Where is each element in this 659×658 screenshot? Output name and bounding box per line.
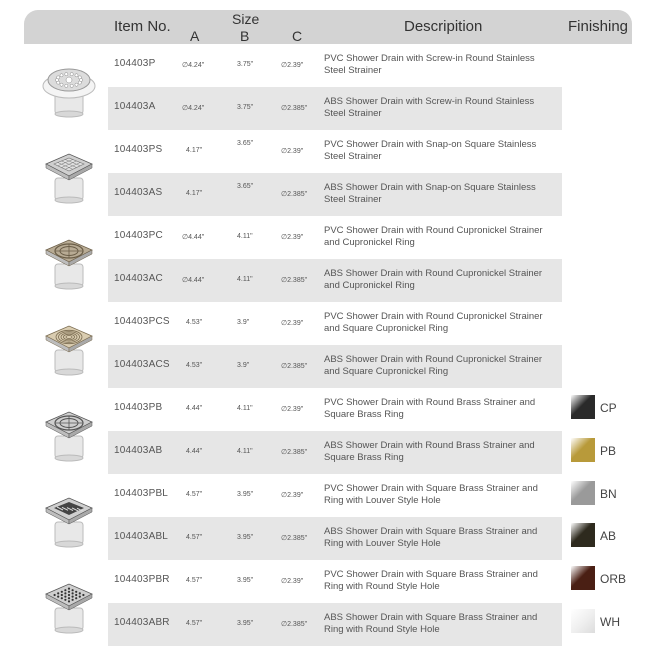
size-c: ∅2.39" — [281, 234, 304, 241]
table-row — [108, 474, 562, 517]
finish-option — [571, 395, 631, 421]
size-c: ∅2.385" — [281, 535, 308, 542]
brass-round-drain-icon — [38, 400, 100, 462]
item-number: 104403P — [114, 58, 156, 69]
size-a: ∅4.44" — [182, 234, 205, 241]
item-number: 104403PBR — [114, 574, 170, 585]
description — [324, 182, 560, 206]
item-number: 104403AC — [114, 273, 163, 284]
finish-option — [571, 481, 631, 507]
description — [324, 440, 560, 464]
item-number: 104403PB — [114, 402, 163, 413]
header-a: A — [190, 28, 200, 44]
table-row — [108, 173, 562, 216]
size-c: ∅2.39" — [281, 320, 304, 327]
size-a: 4.44" — [186, 405, 203, 412]
finish-option — [571, 609, 631, 635]
description-line: Steel Strainer — [324, 65, 382, 76]
description-line: ABS Shower Drain with Round Cupronickel Strainer — [324, 268, 543, 279]
description — [324, 311, 560, 335]
table-row — [108, 517, 562, 560]
description-line: PVC Shower Drain with Square Brass Strainer and — [324, 483, 538, 494]
finish-code: ORB — [600, 572, 627, 586]
size-a: ∅4.24" — [182, 105, 205, 112]
description-line: PVC Shower Drain with Snap-on Square Stainless — [324, 139, 537, 150]
description — [324, 397, 560, 421]
description-line: PVC Shower Drain with Screw-in Round Stainless — [324, 53, 535, 64]
description-line: ABS Shower Drain with Snap-on Square Stainless — [324, 182, 536, 193]
finish-option — [571, 523, 631, 549]
item-number: 104403PBL — [114, 488, 169, 499]
cupronickel-square-drain-icon — [38, 314, 100, 376]
cupronickel-round-drain-icon — [38, 228, 100, 290]
description-line: and Square Cupronickel Ring — [324, 323, 449, 334]
description-line: PVC Shower Drain with Round Brass Strainer and — [324, 397, 536, 408]
size-c: ∅2.39" — [281, 62, 304, 69]
description — [324, 526, 560, 550]
size-b: 3.75" — [237, 104, 254, 111]
description-line: and Cupronickel Ring — [324, 237, 415, 248]
description-line: and Square Cupronickel Ring — [324, 366, 449, 377]
description-line: ABS Shower Drain with Round Brass Strainer and — [324, 440, 535, 451]
description-line: Steel Strainer — [324, 194, 382, 205]
size-c: ∅2.39" — [281, 148, 304, 155]
description — [324, 612, 560, 636]
size-a: 4.57" — [186, 534, 203, 541]
finish-code: BN — [600, 487, 617, 501]
table-row — [108, 603, 562, 646]
finish-swatch-icon — [571, 523, 595, 547]
louver-square-drain-icon — [38, 486, 100, 548]
finish-option — [571, 438, 631, 464]
description-line: Steel Strainer — [324, 108, 382, 119]
table-row — [108, 259, 562, 302]
description-line: ABS Shower Drain with Square Brass Strainer and — [324, 612, 538, 623]
size-b: 3.65" — [237, 183, 254, 190]
size-b: 3.95" — [237, 534, 254, 541]
description-line: Square Brass Ring — [324, 409, 404, 420]
header-b: B — [240, 28, 250, 44]
description — [324, 354, 560, 378]
header-size: Size — [232, 11, 260, 27]
size-c: ∅2.385" — [281, 363, 308, 370]
finish-code: CP — [600, 401, 617, 415]
size-b: 3.65" — [237, 140, 254, 147]
item-number: 104403AB — [114, 445, 163, 456]
description — [324, 569, 560, 593]
description-line: PVC Shower Drain with Square Brass Strainer and — [324, 569, 538, 580]
description — [324, 225, 560, 249]
round-strainer-drain-icon — [38, 56, 100, 118]
description-line: ABS Shower Drain with Screw-in Round Stainless — [324, 96, 535, 107]
item-number: 104403ABL — [114, 531, 169, 542]
item-number: 104403AS — [114, 187, 163, 198]
header-finishing: Finishing — [568, 18, 629, 35]
description-line: Ring with Round Style Hole — [324, 624, 440, 635]
size-b: 3.9" — [237, 319, 250, 326]
finish-swatch-icon — [571, 481, 595, 505]
description — [324, 139, 560, 163]
table-row — [108, 44, 562, 87]
item-number: 104403PC — [114, 230, 163, 241]
description — [324, 268, 560, 292]
size-b: 4.11" — [237, 405, 253, 412]
size-c: ∅2.385" — [281, 105, 308, 112]
header-c: C — [292, 28, 303, 44]
size-b: 3.95" — [237, 620, 254, 627]
header-description: Descripition — [404, 18, 483, 35]
size-a: 4.53" — [186, 362, 203, 369]
square-strainer-drain-icon — [38, 142, 100, 204]
description-line: ABS Shower Drain with Square Brass Strainer and — [324, 526, 538, 537]
description-line: PVC Shower Drain with Round Cupronickel Strainer — [324, 225, 543, 236]
item-number: 104403ACS — [114, 359, 170, 370]
description — [324, 96, 560, 120]
size-a: 4.57" — [186, 491, 203, 498]
description — [324, 53, 560, 77]
table-row — [108, 345, 562, 388]
size-c: ∅2.39" — [281, 406, 304, 413]
size-b: 3.9" — [237, 362, 250, 369]
description-line: and Cupronickel Ring — [324, 280, 415, 291]
size-b: 3.95" — [237, 491, 254, 498]
finish-swatch-icon — [571, 566, 595, 590]
size-a: 4.57" — [186, 620, 203, 627]
size-a: ∅4.24" — [182, 62, 205, 69]
table-row — [108, 130, 562, 173]
table-row — [108, 431, 562, 474]
finish-code: WH — [600, 615, 620, 629]
description-line: Ring with Louver Style Hole — [324, 495, 441, 506]
item-number: 104403A — [114, 101, 156, 112]
size-a: ∅4.44" — [182, 277, 205, 284]
finish-option — [571, 566, 631, 592]
size-a: 4.17" — [186, 190, 203, 197]
finish-swatch-icon — [571, 609, 595, 633]
size-c: ∅2.385" — [281, 449, 308, 456]
size-a: 4.44" — [186, 448, 203, 455]
description-line: Steel Strainer — [324, 151, 382, 162]
description-line: Ring with Round Style Hole — [324, 581, 440, 592]
size-b: 4.11" — [237, 276, 253, 283]
finish-code: PB — [600, 444, 617, 458]
table-row — [108, 87, 562, 130]
item-number: 104403PS — [114, 144, 163, 155]
size-a: 4.17" — [186, 147, 203, 154]
table-row — [108, 216, 562, 259]
table-row — [108, 560, 562, 603]
round-hole-square-drain-icon — [38, 572, 100, 634]
description-line: Square Brass Ring — [324, 452, 404, 463]
description — [324, 483, 560, 507]
description-line: Ring with Louver Style Hole — [324, 538, 441, 549]
finish-swatch-icon — [571, 438, 595, 462]
table-row — [108, 302, 562, 345]
size-a: 4.57" — [186, 577, 203, 584]
table-row — [108, 388, 562, 431]
description-line: ABS Shower Drain with Round Cupronickel Strainer — [324, 354, 543, 365]
size-c: ∅2.385" — [281, 277, 308, 284]
table-header — [24, 10, 632, 44]
size-b: 4.11" — [237, 448, 253, 455]
size-a: 4.53" — [186, 319, 203, 326]
finish-swatch-icon — [571, 395, 595, 419]
size-c: ∅2.39" — [281, 492, 304, 499]
size-b: 4.11" — [237, 233, 253, 240]
size-c: ∅2.39" — [281, 578, 304, 585]
size-b: 3.75" — [237, 61, 254, 68]
item-number: 104403ABR — [114, 617, 170, 628]
item-number: 104403PCS — [114, 316, 170, 327]
size-b: 3.95" — [237, 577, 254, 584]
size-c: ∅2.385" — [281, 191, 308, 198]
size-c: ∅2.385" — [281, 621, 308, 628]
description-line: PVC Shower Drain with Round Cupronickel Strainer — [324, 311, 543, 322]
header-item-no: Item No. — [114, 18, 171, 35]
finish-code: AB — [600, 529, 617, 543]
